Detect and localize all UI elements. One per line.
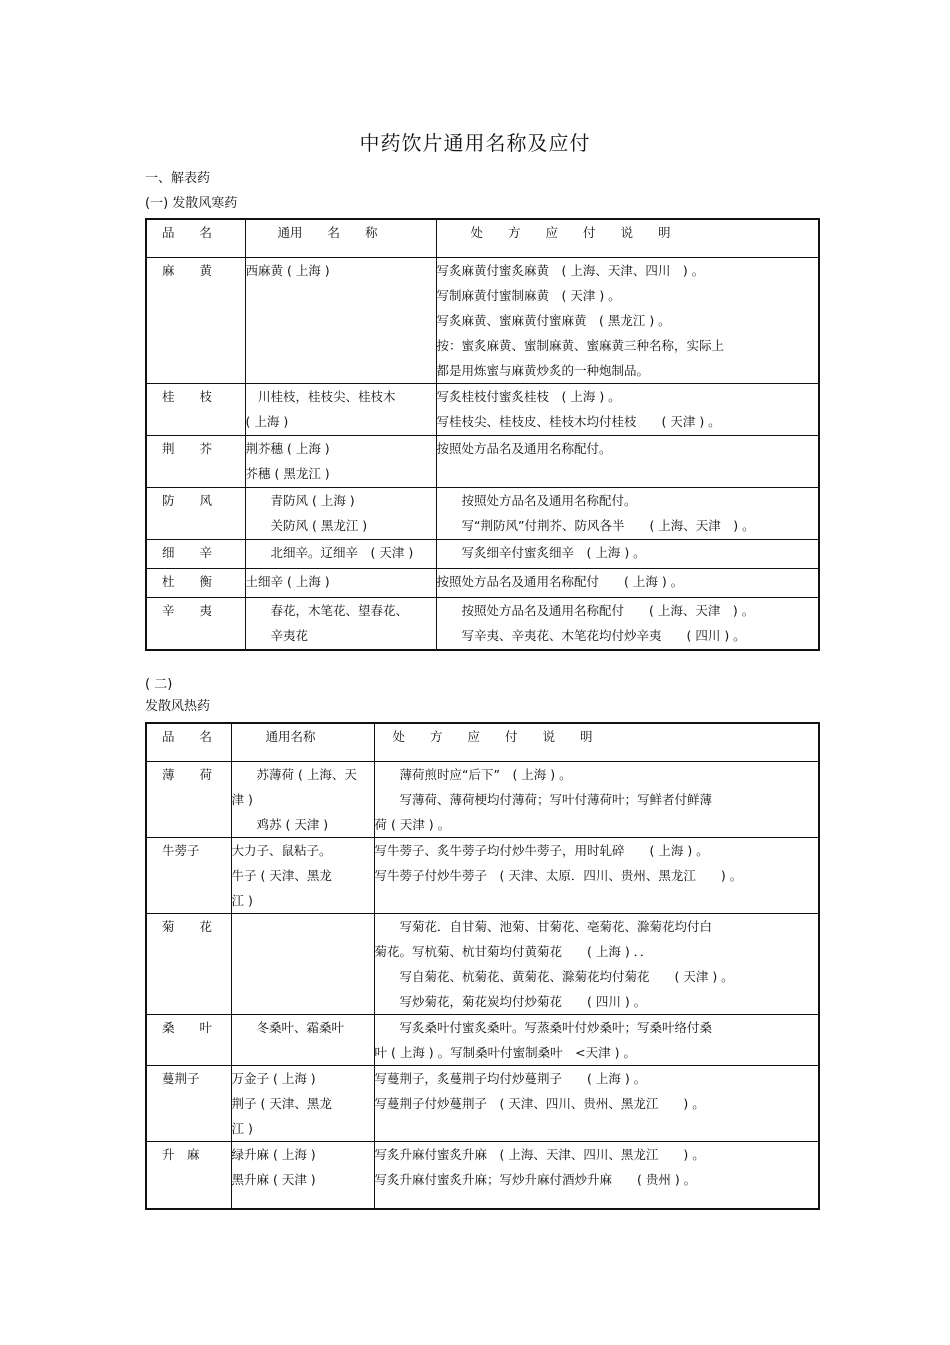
subsection-heading-2a: ( 二) [145,677,173,692]
drug-name-cell [146,540,245,569]
subsection-heading: (一) 发散风寒药 [145,196,238,211]
common-name-line: 大力子、鼠粘子。 [231,843,332,858]
dispensing-note-cell [374,914,819,1015]
table-wind-cold [145,218,820,651]
dispensing-note-line: 写制麻黄付蜜制麻黄 ( 天津 ) 。 [436,288,621,303]
common-name-cell [231,1066,374,1142]
drug-name-cell [146,1066,231,1142]
dispensing-note-cell [436,258,819,384]
common-name-line: 黑升麻 ( 天津 ) [231,1172,316,1187]
common-name-cell [245,384,436,436]
common-name-line: 荆子 ( 天津、黑龙 [231,1096,332,1111]
subsection-heading-2b: 发散风热药 [145,699,211,714]
drug-name: 杜 衡 [162,574,213,589]
table-row [146,914,819,1015]
common-name-line: 万金子 ( 上海 ) [231,1071,316,1086]
dispensing-note-line: 按照处方品名及通用名称配付 ( 上海、天津 ) 。 [436,603,755,618]
dispensing-note-line: 荷 ( 天津 ) 。 [374,817,451,832]
dispensing-note-line: 写蔓荆子付炒蔓荆子 ( 天津、四川、贵州、黑龙江 ) 。 [374,1096,705,1111]
dispensing-note-line: 写炙升麻付蜜炙升麻；写炒升麻付酒炒升麻 ( 贵州 ) 。 [374,1172,697,1187]
drug-name-cell [146,838,231,914]
dispensing-note-line: 写薄荷、薄荷梗均付薄荷；写叶付薄荷叶；写鲜者付鲜薄 [374,792,713,807]
dispensing-note-cell [436,569,819,598]
drug-name: 蔓荆子 [162,1071,200,1086]
common-name-cell [245,258,436,384]
common-name-line: 江 ) [231,1121,253,1136]
dispensing-note-line: 按：蜜炙麻黄、蜜制麻黄、蜜麻黄三种名称，实际上 [436,338,725,353]
common-name-cell [231,1142,374,1209]
dispensing-note-line: 写牛蒡子付炒牛蒡子 ( 天津、太原．四川、贵州、黑龙江 ) 。 [374,868,743,883]
dispensing-note-line: 写炒菊花，菊花炭均付炒菊花 ( 四川 ) 。 [374,994,647,1009]
dispensing-note-cell [436,436,819,488]
drug-name-cell [146,598,245,650]
dispensing-note-cell [374,838,819,914]
dispensing-note-cell [374,1066,819,1142]
common-name-cell [245,436,436,488]
header-name: 品 名 [146,219,245,258]
common-name-cell [231,762,374,838]
drug-name: 细 辛 [162,545,213,560]
drug-name: 麻 黄 [162,263,213,278]
table-row [146,1066,819,1142]
drug-name: 荆 芥 [162,441,213,456]
dispensing-note-line: 写辛夷、辛夷花、木笔花均付炒辛夷 ( 四川 ) 。 [436,628,746,643]
drug-name: 防 风 [162,493,213,508]
table-header-row [146,219,819,258]
common-name-cell [231,1015,374,1066]
table-row [146,838,819,914]
drug-name-cell [146,384,245,436]
header-common: 通用 名 称 [245,219,436,258]
dispensing-note-line: 写牛蒡子、炙牛蒡子均付炒牛蒡子，用时轧碎 ( 上海 ) 。 [374,843,709,858]
dispensing-note-cell [436,384,819,436]
drug-name: 牛蒡子 [162,843,200,858]
dispensing-note-line: 薄荷煎时应“后下” ( 上海 ) 。 [374,767,572,782]
table-row [146,436,819,488]
drug-name: 桂 枝 [162,389,213,404]
common-name-line: 冬桑叶、霜桑叶 [231,1020,345,1035]
common-name-cell [245,540,436,569]
drug-name: 桑 叶 [162,1020,213,1035]
dispensing-note-line: 按照处方品名及通用名称配付。 [436,441,612,456]
dispensing-note-line: 写炙升麻付蜜炙升麻 ( 上海、天津、四川、黑龙江 ) 。 [374,1147,705,1162]
common-name-line: 北细辛。辽细辛 ( 天津 ) [245,545,414,560]
drug-name-cell [146,436,245,488]
common-name-line: ( 上海 ) [245,414,289,429]
common-name-line: 辛夷花 [245,628,309,643]
drug-name: 升 麻 [162,1147,200,1162]
common-name-line: 鸡苏 ( 天津 ) [231,817,329,832]
dispensing-note-cell [436,488,819,540]
common-name-line: 芥穗 ( 黑龙江 ) [245,466,330,481]
drug-name-cell [146,1015,231,1066]
dispensing-note-line: 都是用炼蜜与麻黄炒炙的一种炮制品。 [436,363,650,378]
common-name-line: 绿升麻 ( 上海 ) [231,1147,316,1162]
common-name-line: 川桂枝，桂枝尖、桂枝木 [245,389,396,404]
common-name-cell [231,838,374,914]
header-note: 处 方 应 付 说 明 [374,723,819,762]
header-common: 通用名称 [231,723,374,762]
table-row [146,569,819,598]
dispensing-note-cell [374,762,819,838]
dispensing-note-cell [374,1015,819,1066]
dispensing-note-line: 写炙桑叶付蜜炙桑叶。写蒸桑叶付炒桑叶；写桑叶络付桑 [374,1020,713,1035]
common-name-line: 青防风 ( 上海 ) [245,493,355,508]
common-name-line: 土细辛 ( 上海 ) [245,574,330,589]
table-row [146,1015,819,1066]
common-name-line: 牛子 ( 天津、黑龙 [231,868,332,883]
drug-name-cell [146,1142,231,1209]
common-name-cell [245,598,436,650]
table-wind-heat [145,722,820,1210]
table-header-row [146,723,819,762]
dispensing-note-cell [436,598,819,650]
dispensing-note-line: 菊花。写杭菊、杭甘菊均付黄菊花 ( 上海 ) ．． [374,944,653,959]
table-row [146,258,819,384]
common-name-line: 春花，木笔花、望春花、 [245,603,409,618]
common-name-line: 津 ) [231,792,253,807]
dispensing-note-line: 按照处方品名及通用名称配付。 [436,493,637,508]
dispensing-note-line: 写炙麻黄、蜜麻黄付蜜麻黄 ( 黑龙江 ) 。 [436,313,671,328]
page-title: 中药饮片通用名称及应付 [359,131,591,155]
table-row [146,598,819,650]
dispensing-note-line: 写蔓荆子，炙蔓荆子均付炒蔓荆子 ( 上海 ) 。 [374,1071,647,1086]
table-row [146,488,819,540]
dispensing-note-line: 按照处方品名及通用名称配付 ( 上海 ) 。 [436,574,684,589]
common-name-cell [245,569,436,598]
dispensing-note-line: 写炙麻黄付蜜炙麻黄 ( 上海、天津、四川 ) 。 [436,263,705,278]
dispensing-note-line: 写炙细辛付蜜炙细辛 ( 上海 ) 。 [436,545,646,560]
common-name-cell [245,488,436,540]
common-name-line: 荆芥穗 ( 上海 ) [245,441,330,456]
dispensing-note-line: 写“荆防风”付荆芥、防风各半 ( 上海、天津 ) 。 [436,518,755,533]
table-row [146,384,819,436]
drug-name-cell [146,488,245,540]
drug-name: 辛 夷 [162,603,213,618]
common-name-line: 苏薄荷 ( 上海、天 [231,767,357,782]
table-row [146,540,819,569]
common-name-line: 西麻黄 ( 上海 ) [245,263,330,278]
header-note: 处 方 应 付 说 明 [436,219,819,258]
dispensing-note-cell [436,540,819,569]
table-row [146,762,819,838]
dispensing-note-cell [374,1142,819,1209]
drug-name-cell [146,914,231,1015]
dispensing-note-line: 写自菊花、杭菊花、黄菊花、滁菊花均付菊花 ( 天津 ) 。 [374,969,734,984]
drug-name-cell [146,762,231,838]
header-name: 品 名 [146,723,231,762]
common-name-cell [231,914,374,1015]
drug-name-cell [146,258,245,384]
dispensing-note-line: 写桂枝尖、桂枝皮、桂枝木均付桂枝 ( 天津 ) 。 [436,414,721,429]
dispensing-note-line: 写菊花．自甘菊、池菊、甘菊花、亳菊花、滁菊花均付白 [374,919,713,934]
section-heading: 一、解表药 [145,171,211,186]
common-name-line: 关防风 ( 黑龙江 ) [245,518,368,533]
drug-name: 菊 花 [162,919,213,934]
drug-name-cell [146,569,245,598]
dispensing-note-line: 叶 ( 上海 ) 。写制桑叶付蜜制桑叶 <天津 ) 。 [374,1045,636,1060]
dispensing-note-line: 写炙桂枝付蜜炙桂枝 ( 上海 ) 。 [436,389,621,404]
table-row [146,1142,819,1209]
common-name-line: 江 ) [231,893,253,908]
drug-name: 薄 荷 [162,767,213,782]
